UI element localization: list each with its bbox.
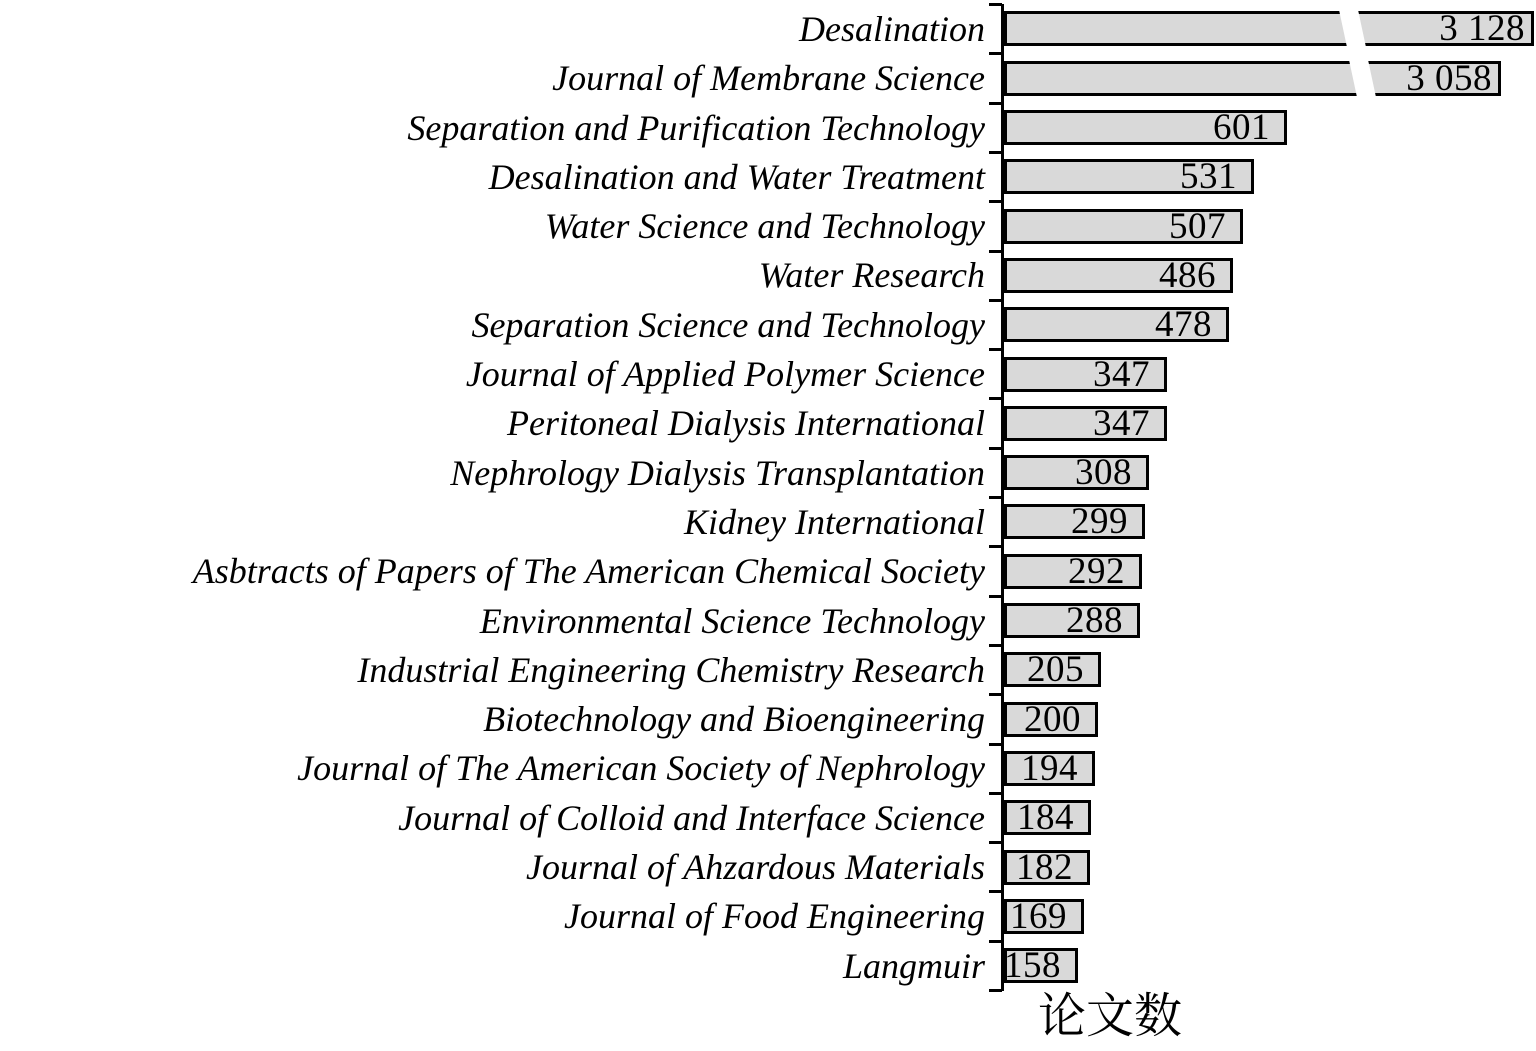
axis-tick	[989, 940, 1002, 943]
category-label: Biotechnology and Bioengineering	[483, 699, 985, 740]
chart-row	[0, 448, 1536, 497]
bar	[1004, 649, 1101, 691]
bar	[1004, 846, 1090, 888]
axis-break-gap	[1339, 11, 1365, 46]
bar	[1004, 797, 1091, 839]
category-label: Journal of Membrane Science	[552, 58, 985, 99]
bar	[1004, 600, 1140, 642]
chart-row	[0, 941, 1536, 990]
chart-row	[0, 54, 1536, 103]
bar	[1004, 156, 1254, 198]
axis-tick	[989, 743, 1002, 746]
category-label: Water Science and Technology	[544, 206, 985, 247]
category-label: Journal of Food Engineering	[564, 896, 985, 937]
bar	[1004, 402, 1167, 444]
value-label: 205	[1027, 649, 1084, 691]
value-label: 507	[1169, 205, 1226, 247]
axis-tick	[989, 151, 1002, 154]
axis-tick	[989, 250, 1002, 253]
category-label: Separation Science and Technology	[471, 304, 985, 345]
chart-row	[0, 596, 1536, 645]
bar	[1004, 895, 1084, 937]
chart-row	[0, 251, 1536, 300]
x-axis-title: 论文数	[1037, 990, 1182, 1043]
category-label: Desalination	[799, 8, 985, 49]
bar	[1004, 550, 1142, 592]
value-label: 3 058	[1406, 57, 1492, 99]
category-label: Separation and Purification Technology	[407, 107, 985, 148]
category-label: Journal of Ahzardous Materials	[525, 847, 985, 888]
axis-tick	[989, 989, 1002, 992]
axis-tick	[989, 348, 1002, 351]
axis-break-gap	[1349, 61, 1375, 96]
value-label: 601	[1213, 107, 1270, 149]
axis-tick	[989, 595, 1002, 598]
bar	[1004, 57, 1501, 99]
bar	[1004, 107, 1287, 149]
axis-tick	[989, 102, 1002, 105]
axis-tick	[989, 841, 1002, 844]
value-label: 184	[1017, 797, 1074, 839]
chart-row	[0, 695, 1536, 744]
value-label: 182	[1016, 846, 1073, 888]
category-label: Journal of Applied Polymer Science	[465, 354, 985, 395]
value-label: 347	[1093, 353, 1150, 395]
chart-row	[0, 793, 1536, 842]
chart-row	[0, 103, 1536, 152]
bar	[1004, 8, 1534, 50]
value-label: 299	[1071, 501, 1128, 543]
chart-row	[0, 300, 1536, 349]
bar	[1004, 304, 1229, 346]
axis-tick	[989, 52, 1002, 55]
chart-row	[0, 744, 1536, 793]
axis-tick	[989, 545, 1002, 548]
axis-tick	[989, 792, 1002, 795]
category-label: Industrial Engineering Chemistry Research	[357, 649, 985, 690]
chart-row	[0, 152, 1536, 201]
axis-tick	[989, 644, 1002, 647]
axis-tick	[989, 397, 1002, 400]
value-label: 158	[1004, 945, 1061, 987]
category-label: Kidney International	[684, 501, 985, 542]
axis-tick	[989, 299, 1002, 302]
bar	[1004, 452, 1149, 494]
bar	[1004, 254, 1233, 296]
value-label: 347	[1093, 402, 1150, 444]
chart-row	[0, 842, 1536, 891]
value-label: 200	[1024, 698, 1081, 740]
value-label: 194	[1021, 747, 1078, 789]
category-label: Nephrology Dialysis Transplantation	[450, 452, 985, 493]
axis-tick	[989, 447, 1002, 450]
chart-row	[0, 399, 1536, 448]
value-label: 169	[1010, 895, 1067, 937]
axis-tick	[989, 200, 1002, 203]
axis-tick	[989, 693, 1002, 696]
category-label: Desalination and Water Treatment	[488, 156, 985, 197]
chart-row	[0, 4, 1536, 53]
bar	[1004, 747, 1095, 789]
bar	[1004, 353, 1167, 395]
category-label: Langmuir	[842, 945, 985, 986]
chart-row	[0, 349, 1536, 398]
bar	[1004, 205, 1243, 247]
axis-tick	[989, 3, 1002, 6]
chart-row	[0, 547, 1536, 596]
chart-row	[0, 202, 1536, 251]
bar	[1004, 945, 1078, 987]
axis-tick	[989, 890, 1002, 893]
chart-row	[0, 497, 1536, 546]
category-label: Environmental Science Technology	[479, 600, 985, 641]
chart-row	[0, 892, 1536, 941]
bar	[1004, 698, 1098, 740]
category-label: Journal of Colloid and Interface Science	[398, 797, 985, 838]
category-label: Asbtracts of Papers of The American Chemical Society	[192, 551, 985, 592]
value-label: 3 128	[1439, 8, 1525, 50]
value-label: 531	[1180, 156, 1237, 198]
bar	[1004, 501, 1145, 543]
category-label: Water Research	[758, 255, 985, 296]
category-label: Peritoneal Dialysis International	[507, 403, 985, 444]
value-label: 288	[1066, 600, 1123, 642]
category-label: Journal of The American Society of Nephrology	[297, 748, 985, 789]
value-label: 486	[1159, 254, 1216, 296]
chart-row	[0, 645, 1536, 694]
value-label: 308	[1075, 452, 1132, 494]
value-label: 478	[1155, 304, 1212, 346]
value-label: 292	[1068, 550, 1125, 592]
axis-tick	[989, 496, 1002, 499]
